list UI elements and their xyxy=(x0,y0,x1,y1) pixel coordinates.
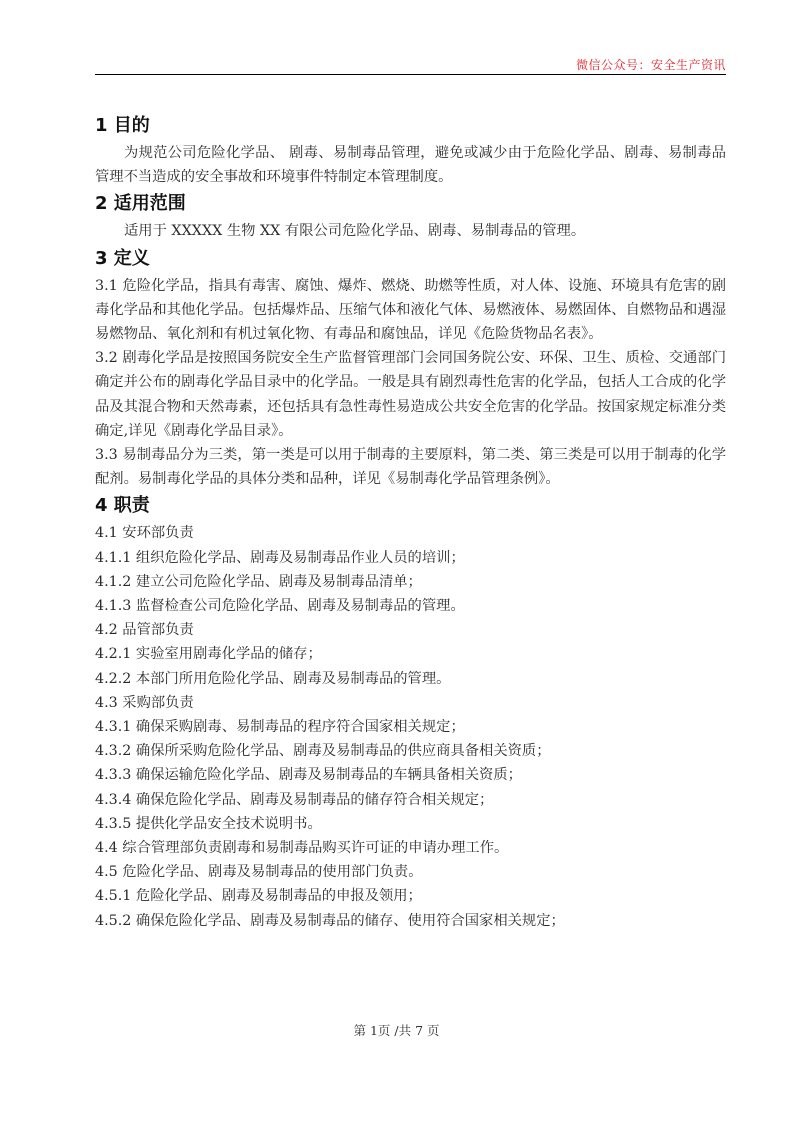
responsibility-item: 4.5.1 危险化学品、剧毒及易制毒品的申报及领用； xyxy=(95,888,422,905)
definition-item: 3.3 易制毒品分为三类，第一类是可以用于制毒的主要原料，第二类、第三类是可以用于制毒的化学配剂。易制毒化学品的具体分类和品种，详见《易制毒化学品管理条例》。 xyxy=(95,447,726,488)
page-header xyxy=(95,52,726,75)
responsibility-item: 4.1.1 组织危险化学品、剧毒及易制毒品作业人员的培训； xyxy=(95,549,465,566)
responsibility-item: 4.1.3 监督检查公司危险化学品、剧毒及易制毒品的管理。 xyxy=(95,598,465,615)
responsibility-item: 4.3.2 确保所采购危险化学品、剧毒及易制毒品的供应商具备相关资质； xyxy=(95,743,551,760)
responsibility-item: 4.5.2 确保危险化学品、剧毒及易制毒品的储存、使用符合国家相关规定； xyxy=(95,912,565,929)
responsibility-item: 4.5 危险化学品、剧毒及易制毒品的使用部门负责。 xyxy=(95,864,423,881)
section-body-purpose: 为规范公司危险化学品、 剧毒、易制毒品管理，避免或减少由于危险化学品、剧毒、易制毒品管理不当造成的安全事故和环境事件特制定本管理制度。 xyxy=(95,145,726,186)
page-number-footer: 第 1页 /共 7 页 xyxy=(353,1023,440,1038)
document-body xyxy=(95,111,735,933)
section-body-scope: 适用于 XXXXX 生物 XX 有限公司危险化学品、剧毒、易制毒品的管理。 xyxy=(124,223,586,240)
responsibility-item: 4.2.2 本部门所用危险化学品、剧毒及易制毒品的管理。 xyxy=(95,670,451,687)
section-heading-definitions: 3 定义 xyxy=(95,247,150,269)
responsibility-item: 4.4 综合管理部负责剧毒和易制毒品购买许可证的申请办理工作。 xyxy=(95,840,509,857)
responsibility-item: 4.3.5 提供化学品安全技术说明书。 xyxy=(95,815,322,832)
header-wechat-label: 微信公众号：安全生产资讯 xyxy=(575,58,726,72)
responsibility-item: 4.1 安环部负责 xyxy=(95,525,194,542)
responsibility-item: 4.3.3 确保运输危险化学品、剧毒及易制毒品的车辆具备相关资质； xyxy=(95,767,522,784)
responsibility-item: 4.3.4 确保危险化学品、剧毒及易制毒品的储存符合相关规定； xyxy=(95,791,494,808)
section-heading-scope: 2 适用范围 xyxy=(95,193,186,215)
section-heading-responsibilities: 4 职责 xyxy=(95,495,150,517)
responsibility-item: 4.2.1 实验室用剧毒化学品的储存； xyxy=(95,646,322,663)
section-heading-purpose: 1 目的 xyxy=(95,115,150,136)
responsibility-item: 4.1.2 建立公司危险化学品、剧毒及易制毒品清单； xyxy=(95,573,422,590)
responsibility-item: 4.3.1 确保采购剧毒、易制毒品的程序符合国家相关规定； xyxy=(95,719,465,736)
definition-item: 3.1 危险化学品，指具有毒害、腐蚀、爆炸、燃烧、助燃等性质，对人体、设施、环境具有危害的剧毒化学品和其他化学品。包括爆炸品、压缩气体和液化气体、易燃液体、易燃固体、自燃物品和遇湿易燃物品、氧化剂和有机过氧化物、有毒品和腐蚀品，详见《危险货物品名表》。 xyxy=(95,277,726,343)
responsibility-item: 4.2 品管部负责 xyxy=(95,622,194,639)
responsibility-item: 4.3 采购部负责 xyxy=(95,694,194,711)
definition-item: 3.2 剧毒化学品是按照国务院安全生产监督管理部门会同国务院公安、环保、卫生、质检、交通部门确定并公布的剧毒化学品目录中的化学品。一般是具有剧烈毒性危害的化学品，包括人工合成的化学品及其混合物和天然毒素，还包括具有急性毒性易造成公共安全危害的化学品。按国家规定标准分类确定,详见《剧毒化学品目录》。 xyxy=(95,350,726,439)
